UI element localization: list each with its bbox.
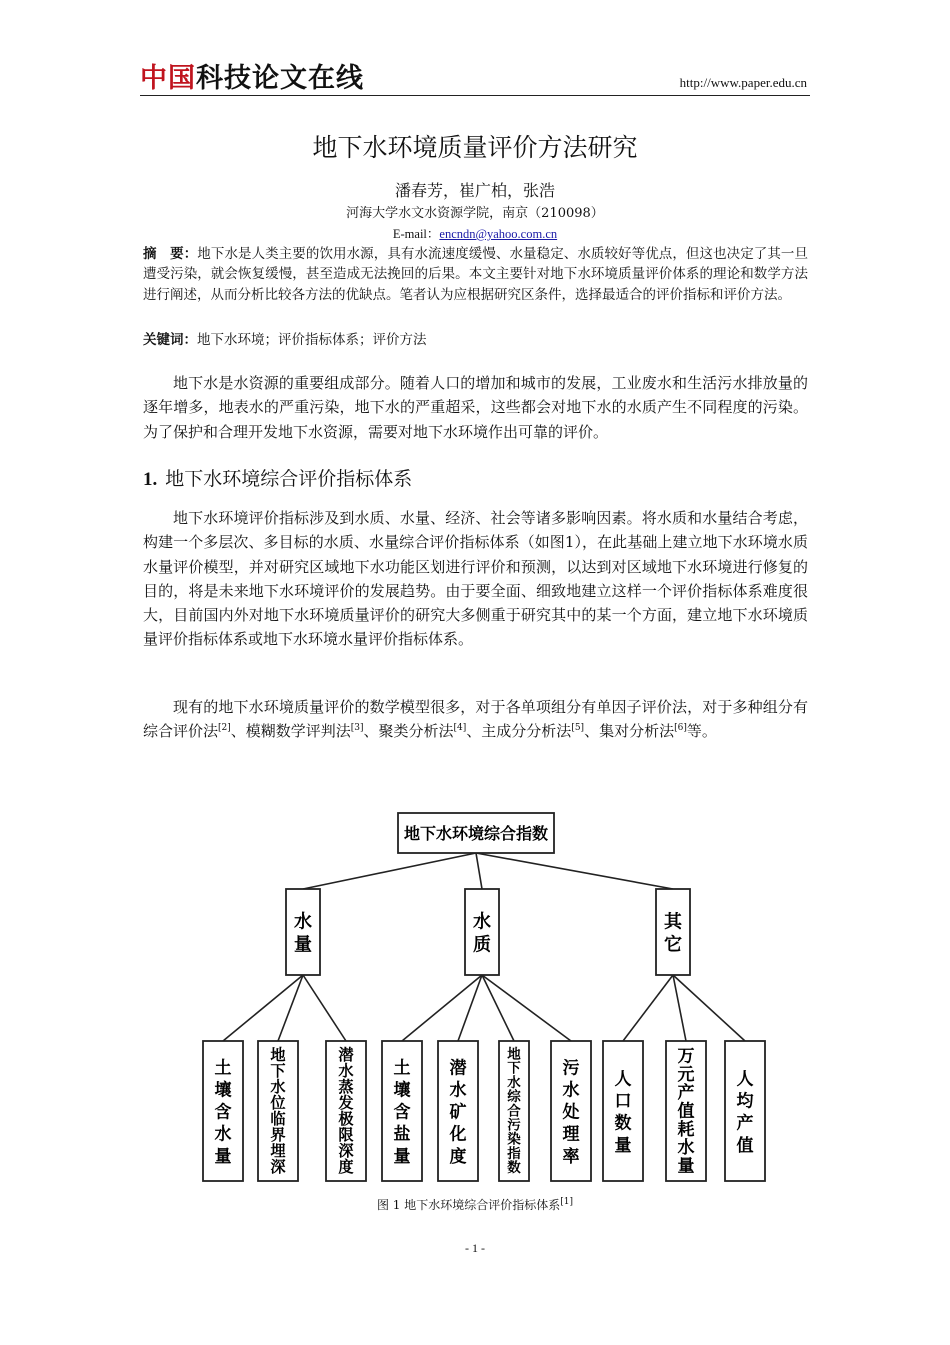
diagram-category-box-char: 量: [294, 934, 312, 956]
diagram-indicator-box: [382, 1041, 422, 1181]
citation-6[interactable]: [6]: [674, 723, 687, 734]
diagram-indicator-box-char: 理: [562, 1124, 580, 1145]
diagram-indicator-box-char: 含: [393, 1102, 411, 1123]
diagram-indicator-box: [258, 1041, 298, 1181]
intro-paragraph: [143, 371, 808, 444]
diagram-indicator-box-char: 壤: [393, 1080, 411, 1101]
affiliation: 河海大学水文水资源学院，南京（210098）: [346, 206, 604, 221]
diagram-indicator-box: [438, 1041, 478, 1181]
diagram-indicator-box: [725, 1041, 765, 1181]
diagram-indicator-box-char: 综: [507, 1089, 521, 1106]
connector-line: [482, 975, 571, 1041]
connector-line: [476, 853, 673, 889]
citation-3[interactable]: [3]: [350, 723, 364, 734]
methods-text-4: 、主成分分析法: [466, 722, 572, 741]
diagram-indicator-box-char: 污: [507, 1117, 521, 1134]
figure-caption: [140, 1196, 810, 1214]
figure-caption-text: 图 1 地下水环境综合评价指标体系: [376, 1198, 561, 1212]
diagram-indicator-box-char: 量: [393, 1146, 411, 1167]
diagram-indicator-box-char: 率: [562, 1146, 580, 1167]
diagram-indicator-box-char: 量: [214, 1146, 232, 1167]
diagram-category-box: [656, 889, 690, 975]
methods-text-3: 、聚类分析法: [363, 722, 454, 741]
diagram-indicator-box: [603, 1041, 643, 1181]
diagram-indicator-box-char: 盐: [393, 1124, 411, 1145]
diagram-indicator-box-char: 限: [338, 1125, 354, 1144]
figure-hierarchy-diagram: [196, 797, 776, 1189]
citation-2[interactable]: [2]: [218, 723, 231, 734]
keywords-label: 关键词：: [143, 332, 197, 348]
connector-line: [482, 975, 514, 1041]
diagram-indicator-box-char: 染: [507, 1131, 521, 1148]
email-link[interactable]: encndn@yahoo.com.cn: [439, 227, 558, 241]
diagram-indicator-box-char: 化: [449, 1124, 467, 1145]
diagram-indicator-box-char: 临: [270, 1109, 286, 1128]
header-rule: [140, 95, 810, 96]
connector-line: [476, 853, 482, 889]
page-number: - 1 -: [465, 1241, 485, 1255]
diagram-indicator-box-char: 指: [507, 1145, 521, 1162]
diagram-indicator-box-char: 含: [214, 1102, 232, 1123]
diagram-indicator-box-char: 矿: [449, 1102, 467, 1123]
authors: 潘春芳，崔广柏，张浩: [394, 181, 555, 200]
diagram-indicator-box-char: 数: [507, 1160, 521, 1177]
diagram-indicator-box-char: 均: [736, 1091, 754, 1112]
diagram-indicator-box-char: 潜: [449, 1058, 467, 1079]
diagram-indicator-box: [203, 1041, 243, 1181]
diagram-indicator-box-char: 壤: [214, 1080, 232, 1101]
diagram-category-box: [286, 889, 320, 975]
diagram-indicator-box-char: 位: [270, 1093, 286, 1112]
logo-red-text: 中国: [140, 63, 196, 94]
diagram-indicator-box-char: 值: [677, 1101, 695, 1122]
diagram-indicator-box: [326, 1041, 366, 1181]
citation-5[interactable]: [5]: [571, 723, 585, 734]
diagram-indicator-box-char: 水: [338, 1061, 354, 1080]
diagram-indicator-box-char: 地: [507, 1046, 521, 1063]
diagram-indicator-box-char: 下: [270, 1061, 286, 1080]
diagram-indicator-box-char: 土: [214, 1058, 232, 1079]
diagram-indicator-box: [666, 1041, 706, 1181]
diagram-indicator-box-char: 水: [270, 1077, 286, 1096]
diagram-root-box: [398, 813, 554, 853]
section1-paragraph: [143, 506, 808, 652]
diagram-indicator-box-char: 极: [338, 1109, 354, 1128]
diagram-indicator-box-char: 蒸: [338, 1077, 354, 1096]
citation-4[interactable]: [4]: [453, 723, 467, 734]
diagram-indicator-box-char: 埋: [270, 1141, 286, 1160]
diagram-indicator-box-char: 产: [736, 1113, 754, 1134]
section1-text: 地下水环境评价指标涉及到水质、水量、经济、社会等诸多影响因素。将水质和水量结合考虑，构建一个多层次、多目标的水质、水量综合评价指标体系（如图1），在此基础上建立地下水环境水质水量评价模型，并对研究区域地下水功能区划进行评价和预测，以达到对区域地下水环境进行修复的目的，将是未来地下水环境评价的发展趋势。由于要全面、细致地建立这样一个评价指标体系难度很大，目前国内外对地下水环境质量评价的研究大多侧重于研究其中的某一个方面，建立地下水环境质量评价指标体系或地下水环境水量评价指标体系。: [143, 509, 808, 649]
diagram-indicator-box-char: 耗: [677, 1119, 695, 1140]
connector-line: [303, 853, 476, 889]
diagram-indicator-box: [499, 1041, 529, 1181]
diagram-indicator-box-char: 下: [507, 1060, 521, 1077]
connector-line: [623, 975, 673, 1041]
email-line: [140, 226, 810, 242]
diagram-indicator-box-char: 度: [338, 1157, 354, 1176]
diagram-category-box: [465, 889, 499, 975]
diagram-indicator-box-char: 水: [449, 1080, 467, 1101]
methods-text-2: 、模糊数学评判法: [230, 722, 351, 741]
paper-title: 地下水环境质量评价方法研究: [312, 133, 638, 162]
diagram-category-box-char: 其: [664, 911, 682, 933]
diagram-indicator-box-char: 水: [214, 1124, 232, 1145]
methods-paragraph: [143, 695, 808, 744]
diagram-indicator-box-char: 数: [614, 1113, 632, 1134]
diagram-indicator-box-char: 元: [677, 1064, 695, 1085]
diagram-indicator-box-char: 发: [338, 1093, 354, 1112]
diagram-category-box-char: 水: [473, 911, 491, 933]
site-logo: [140, 62, 364, 96]
methods-text: [143, 695, 808, 744]
diagram-indicator-box-char: 量: [677, 1156, 695, 1177]
diagram-indicator-box-char: 产: [677, 1083, 695, 1104]
diagram-indicator-box-char: 度: [449, 1146, 467, 1167]
diagram-root-box-label: 地下水环境综合指数: [403, 823, 549, 843]
abstract: [143, 244, 808, 305]
diagram-category-box-char: 水: [294, 911, 312, 933]
logo-rest-text: 科技论文在线: [196, 63, 364, 94]
diagram-indicator-box-char: 人: [614, 1069, 632, 1090]
methods-text-1: 现有的地下水环境质量评价的数学模型很多，对于各单项组分有单因子评价法，对于多种组分有综合评价法: [143, 698, 808, 741]
diagram-indicator-box-char: 水: [677, 1138, 695, 1159]
section-heading: [143, 464, 412, 495]
diagram-indicator-box: [551, 1041, 591, 1181]
diagram-category-box-char: 质: [473, 934, 491, 956]
diagram-indicator-box-char: 口: [614, 1091, 632, 1112]
keywords-text: 地下水环境；评价指标体系；评价方法: [197, 332, 427, 348]
section-number: 1.: [143, 469, 158, 490]
methods-text-5: 、集对分析法: [584, 722, 675, 741]
email-label: E-mail：: [392, 227, 440, 241]
diagram-indicator-box-char: 水: [562, 1080, 580, 1101]
abstract-text: 地下水是人类主要的饮用水源，具有水流速度缓慢、水量稳定、水质较好等优点，但这也决定了其一旦遭受污染，就会恢复缓慢，甚至造成无法挽回的后果。本文主要针对地下水环境质量评价体系的理论和数学方法进行阐述，从而分析比较各方法的优缺点。笔者认为应根据研究区条件，选择最适合的评价指标和评价方法。: [143, 246, 809, 303]
diagram-indicator-box-char: 值: [736, 1135, 754, 1156]
diagram-indicator-box-char: 界: [270, 1125, 286, 1144]
diagram-indicator-box-char: 人: [736, 1069, 754, 1090]
keywords: [143, 330, 808, 350]
diagram-category-box-char: 它: [664, 934, 682, 956]
connector-line: [303, 975, 346, 1041]
diagram-indicator-box-char: 合: [507, 1103, 521, 1120]
diagram-indicator-box-char: 量: [614, 1135, 632, 1156]
diagram-indicator-box-char: 土: [393, 1058, 411, 1079]
abstract-label: 摘 要：: [143, 246, 198, 262]
intro-text: 地下水是水资源的重要组成部分。随着人口的增加和城市的发展，工业废水和生活污水排放量的逐年增多，地表水的严重污染，地下水的严重超采，这些都会对地下水的水质产生不同程度的污染。为了保护和合理开发地下水资源，需要对地下水环境作出可靠的评价。: [143, 374, 808, 441]
diagram-indicator-box-char: 污: [562, 1058, 580, 1079]
diagram-indicator-box-char: 水: [507, 1074, 521, 1091]
diagram-indicator-box-char: 处: [562, 1102, 580, 1123]
diagram-indicator-box-char: 深: [270, 1157, 286, 1176]
methods-text-6: 等。: [686, 722, 717, 741]
figure-caption-citation[interactable]: [1]: [560, 1197, 573, 1207]
diagram-indicator-box-char: 潜: [338, 1045, 354, 1064]
diagram-indicator-box-char: 万: [677, 1046, 695, 1067]
section-title: 地下水环境综合评价指标体系: [165, 468, 413, 490]
diagram-indicator-box-char: 深: [338, 1141, 354, 1160]
header-url[interactable]: http://www.paper.edu.cn: [679, 75, 807, 90]
diagram-indicator-box-char: 地: [270, 1045, 286, 1064]
